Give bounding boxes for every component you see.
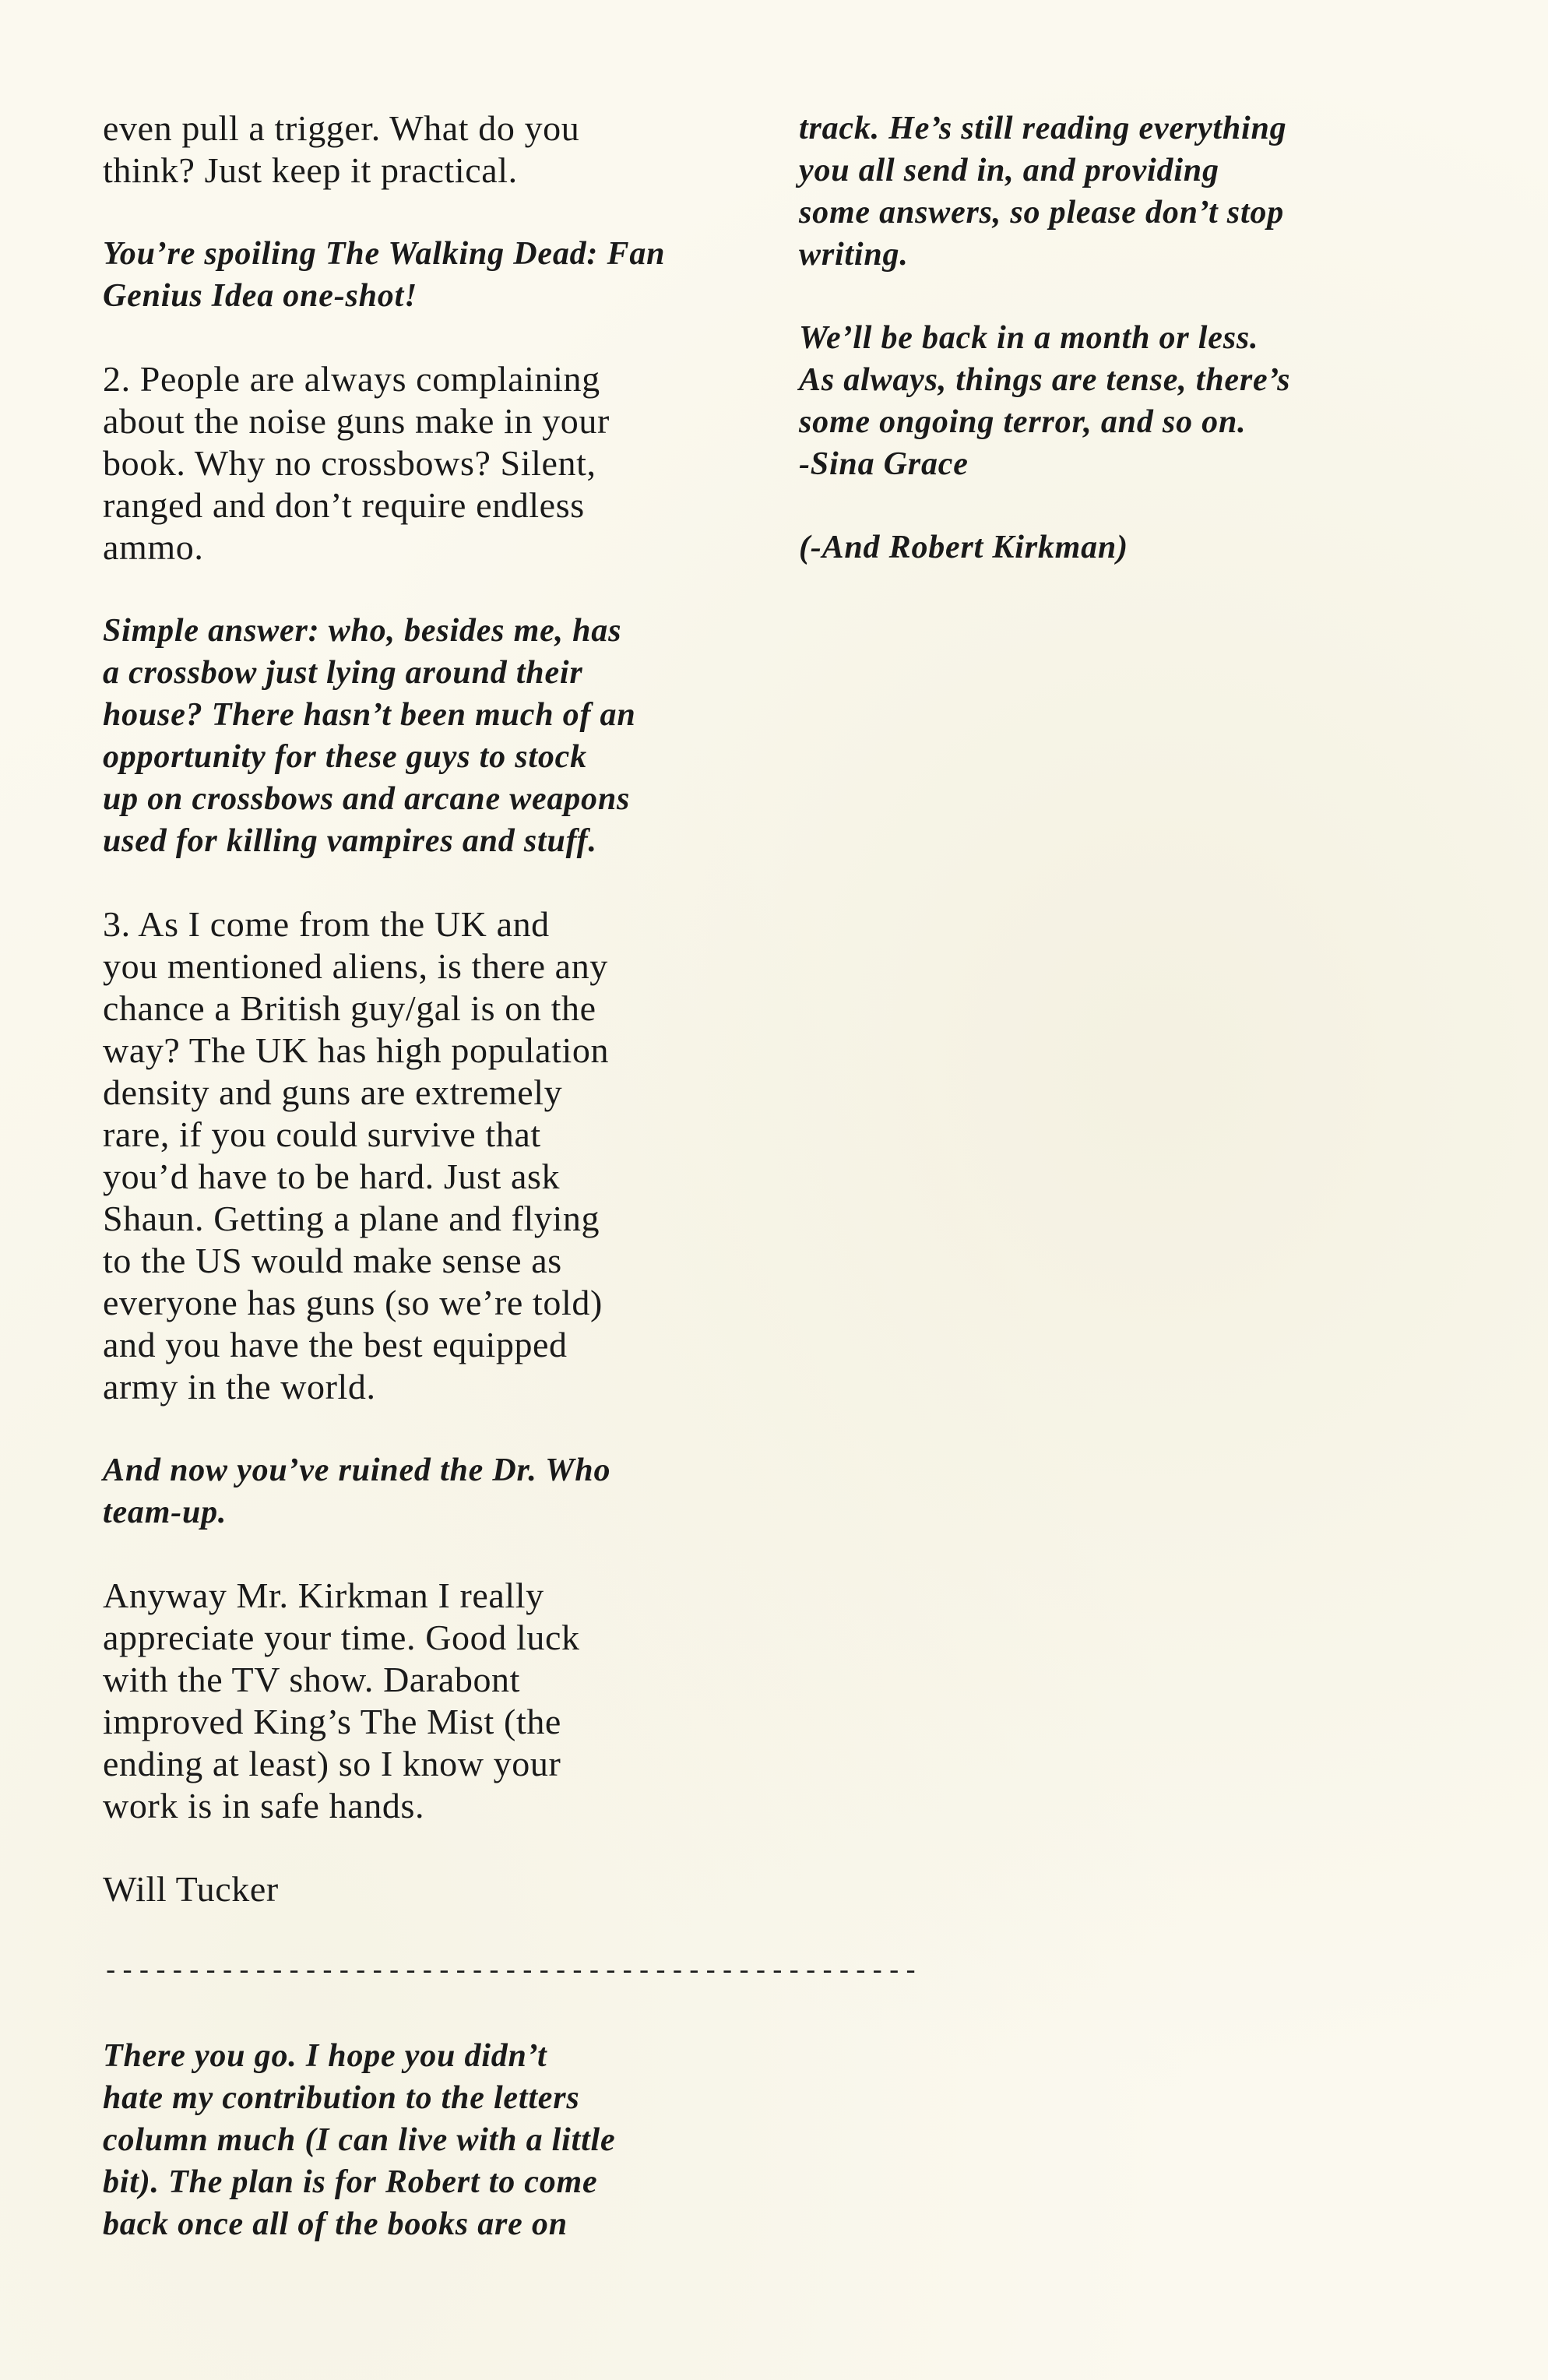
text-line: There you go. I hope you didn’t [103, 2038, 547, 2074]
text-line: track. He’s still reading everything [799, 111, 1287, 146]
text-line: to the US would make sense as [103, 1241, 562, 1280]
reply-3 [103, 1449, 788, 1533]
text-line: team-up. [103, 1495, 227, 1530]
text-line: with the TV show. Darabont [103, 1660, 521, 1699]
text-line: you’d have to be hard. Just ask [103, 1157, 561, 1196]
text-line: Shaun. Getting a plane and flying [103, 1199, 600, 1238]
text-line: ending at least) so I know your [103, 1744, 561, 1783]
text-line: about the noise guns make in your [103, 401, 610, 441]
text-line: bit). The plan is for Robert to come [103, 2164, 598, 2200]
text-line: and you have the best equipped [103, 1325, 568, 1364]
text-line: (-And Robert Kirkman) [799, 530, 1128, 565]
text-line: ammo. [103, 527, 204, 567]
text-line: You’re spoiling The Walking Dead: Fan [103, 236, 666, 272]
text-line: 2. People are always complaining [103, 359, 600, 399]
text-line: hate my contribution to the letters [103, 2080, 580, 2116]
text-line: 3. As I come from the UK and [103, 904, 550, 944]
editor-postscript [799, 526, 1469, 569]
text-line: Genius Idea one-shot! [103, 278, 418, 314]
letter-closing [103, 1575, 788, 1827]
reply-1 [103, 233, 788, 317]
reply-2 [103, 610, 788, 862]
text-line: -Sina Grace [799, 446, 969, 482]
text-line: some answers, so please don’t stop [799, 195, 1285, 231]
letter-question-2 [103, 358, 788, 569]
text-line: appreciate your time. Good luck [103, 1618, 580, 1657]
letter-question-3 [103, 903, 788, 1408]
text-line: chance a British guy/gal is on the [103, 988, 596, 1028]
text-line: density and guns are extremely [103, 1072, 563, 1112]
section-divider [103, 1952, 920, 1994]
text-line: you mentioned aliens, is there any [103, 946, 608, 986]
text-line: back once all of the books are on [103, 2206, 568, 2242]
text-line: Simple answer: who, besides me, has [103, 613, 622, 649]
letter-question-1-end [103, 107, 788, 192]
text-line: book. Why no crossbows? Silent, [103, 443, 596, 483]
text-line: up on crossbows and arcane weapons [103, 781, 631, 817]
editor-note-start [103, 2035, 788, 2245]
editor-signoff [799, 317, 1469, 485]
text-line: some ongoing terror, and so on. [799, 404, 1247, 440]
text-line: Will Tucker [103, 1869, 279, 1909]
text-line: way? The UK has high population [103, 1030, 610, 1070]
text-line: And now you’ve ruined the Dr. Who [103, 1452, 611, 1488]
right-column [799, 107, 1469, 610]
text-line: work is in safe hands. [103, 1786, 425, 1825]
text-line: think? Just keep it practical. [103, 150, 518, 190]
text-line: even pull a trigger. What do you [103, 108, 580, 148]
text-line: a crossbow just lying around their [103, 655, 583, 691]
editor-note-continued [799, 107, 1469, 276]
text-line: improved King’s The Mist (the [103, 1702, 561, 1741]
text-line: opportunity for these guys to stock [103, 739, 587, 775]
text-line: army in the world. [103, 1367, 376, 1407]
text-line: ------------------------------------------------- [103, 1958, 920, 1987]
text-line: We’ll be back in a month or less. [799, 320, 1259, 356]
letter-signature [103, 1868, 788, 1910]
text-line: you all send in, and providing [799, 153, 1219, 188]
text-line: writing. [799, 237, 909, 273]
text-line: used for killing vampires and stuff. [103, 823, 597, 859]
text-line: ranged and don’t require endless [103, 485, 585, 525]
text-line: rare, if you could survive that [103, 1114, 541, 1154]
text-line: house? There hasn’t been much of an [103, 697, 636, 733]
text-line: As always, things are tense, there’s [799, 362, 1291, 398]
text-line: Anyway Mr. Kirkman I really [103, 1576, 544, 1615]
text-line: everyone has guns (so we’re told) [103, 1283, 603, 1322]
text-line: column much (I can live with a little [103, 2122, 616, 2158]
